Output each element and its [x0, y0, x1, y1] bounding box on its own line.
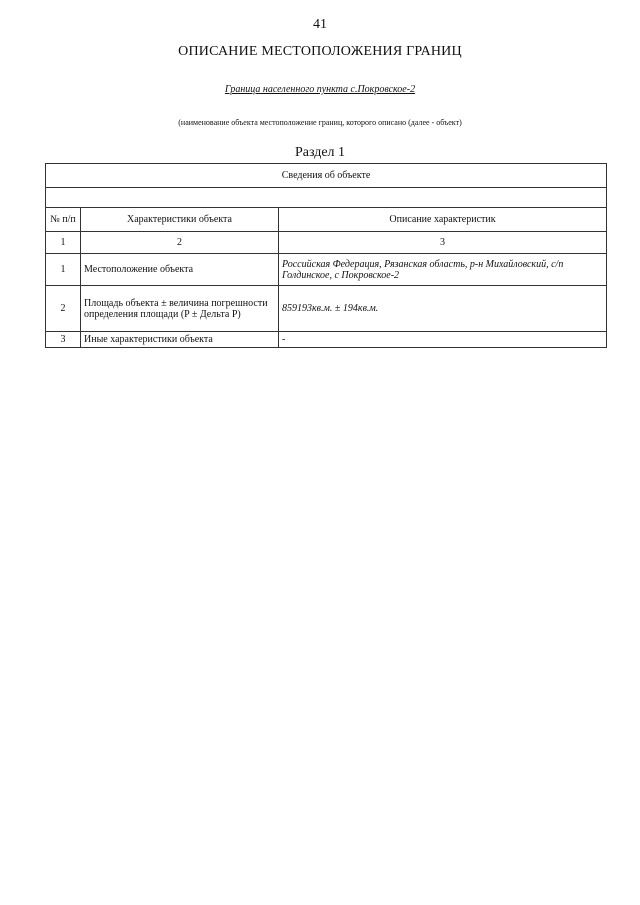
- header-description: Описание характеристик: [279, 208, 607, 232]
- object-name: Граница населенного пункта с.Покровское-2: [224, 84, 416, 95]
- row-description: Российская Федерация, Рязанская область, р-н Михайловский, с/п Голдинское, с Покровское-2: [279, 254, 607, 286]
- numbering-cell: 2: [81, 232, 279, 254]
- table-spacer-cell: [46, 188, 607, 208]
- numbering-cell: 1: [46, 232, 81, 254]
- table-header-row: [46, 208, 607, 232]
- row-characteristic: Местоположение объекта: [81, 254, 279, 286]
- row-characteristic: Иные характеристики объекта: [81, 332, 279, 348]
- header-characteristic: Характеристики объекта: [81, 208, 279, 232]
- object-info-table: [45, 163, 607, 348]
- row-description: 859193кв.м. ± 194кв.м.: [279, 286, 607, 332]
- numbering-cell: 3: [279, 232, 607, 254]
- row-num: 3: [46, 332, 81, 348]
- section-title: Раздел 1: [294, 145, 346, 160]
- document-title: ОПИСАНИЕ МЕСТОПОЛОЖЕНИЯ ГРАНИЦ: [178, 44, 462, 59]
- table-row: [46, 332, 607, 348]
- object-note: (наименование объекта местоположение границ, которого описано (далее - объект): [178, 118, 462, 127]
- page-number: 41: [313, 17, 327, 32]
- table-caption: Сведения об объекте: [46, 164, 607, 188]
- table-caption-row: [46, 164, 607, 188]
- row-characteristic: Площадь объекта ± величина погрешности определения площади (P ± Дельта P): [81, 286, 279, 332]
- header-num: № п/п: [46, 208, 81, 232]
- table-numbering-row: [46, 232, 607, 254]
- row-num: 2: [46, 286, 81, 332]
- table-row: [46, 286, 607, 332]
- row-description: -: [279, 332, 607, 348]
- table-row: [46, 254, 607, 286]
- table-spacer-row: [46, 188, 607, 208]
- row-num: 1: [46, 254, 81, 286]
